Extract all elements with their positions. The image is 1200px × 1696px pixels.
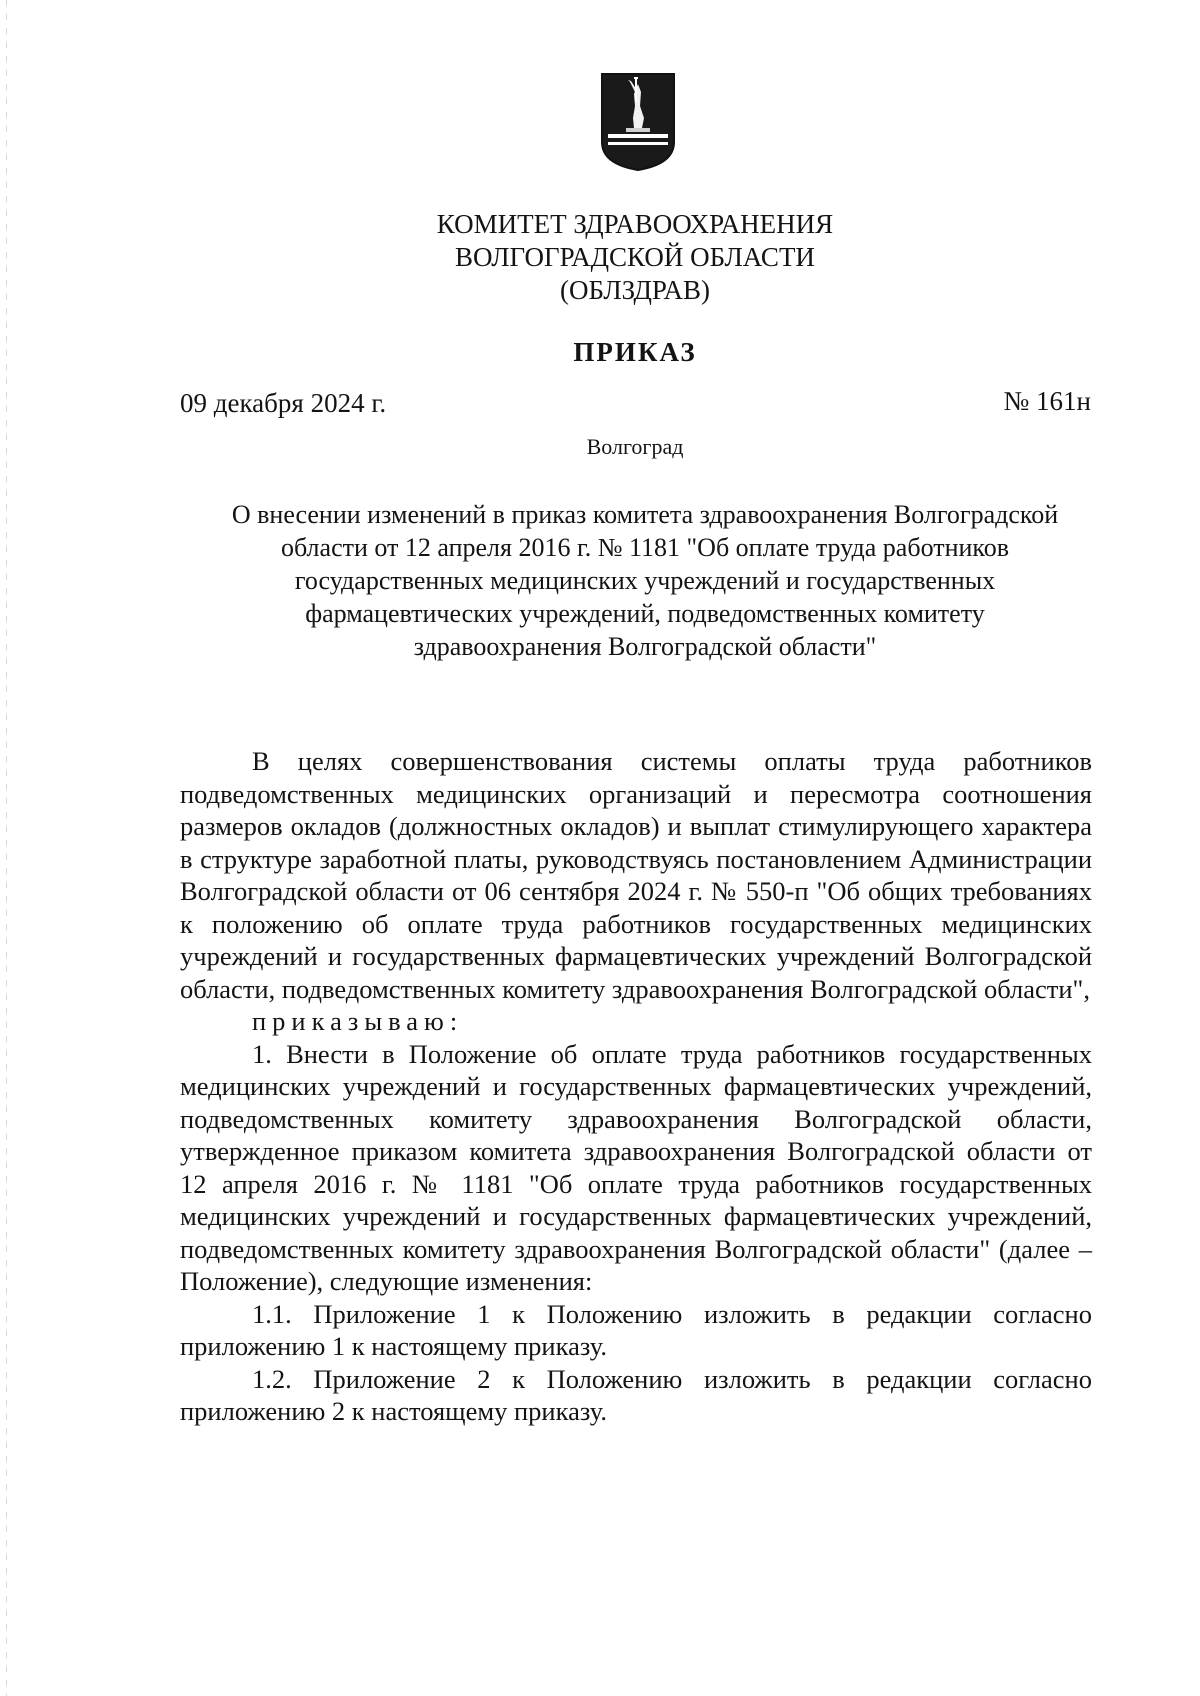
volgograd-coat-of-arms-icon [600, 72, 676, 172]
preamble-paragraph: В целях совершенствования системы оплаты труда работников подведомственных медицинских организаций и пересмотра соотношения размеров окладов (должностных окладов) и выплат стимулирующего характера в структуре заработной платы, руководствуясь постановлением Администрации Волгоградской области от 06 сентября 2024 г. № 550-п "Об общих требованиях к положению об оплате труда работников государственных медицинских учреждений и государственных фармацевтических учреждений Волгоградской области, подведомственных комитету здравоохранения Волгоградской области", [180, 746, 1092, 1004]
document-date: 09 декабря 2024 г. [180, 388, 387, 418]
organization-name-line-1: КОМИТЕТ ЗДРАВООХРАНЕНИЯ [436, 209, 834, 239]
document-body [180, 745, 1092, 1428]
document-city: Волгоград [586, 434, 684, 459]
organization-abbreviation: (ОБЛЗДРАВ) [560, 275, 710, 305]
document-title-line: О внесении изменений в приказ комитета здравоохранения Волгоградской [231, 500, 1059, 529]
document-title-line: области от 12 апреля 2016 г. № 1181 "Об оплате труда работников [280, 533, 1010, 562]
document-title-line: государственных медицинских учреждений и государственных [294, 566, 996, 595]
document-title-line: фармацевтических учреждений, подведомственных комитету [305, 599, 985, 628]
organization-name-line-2: ВОЛГОГРАДСКОЙ ОБЛАСТИ [455, 242, 815, 272]
document-title [150, 498, 1140, 663]
item-1-paragraph: 1. Внести в Положение об оплате труда работников государственных медицинских учреждений и государственных фармацевтических учреждений, подведомственных комитету здравоохранения Волгоградской области, утвержденное приказом комитета здравоохранения Волгоградской области от 12 апреля 2016 г. № 1181 "Об оплате труда работников государственных медицинских учреждений и государственных фармацевтических учреждений, подведомственных комитету здравоохранения Волгоградской области" (далее – Положение), следующие изменения: [180, 1038, 1092, 1296]
item-1-1-paragraph: 1.1. Приложение 1 к Положению изложить в редакции согласно приложению 1 к настоящему приказу. [180, 1298, 1092, 1361]
document-title-line: здравоохранения Волгоградской области" [413, 632, 877, 661]
order-word: приказываю: [252, 1006, 464, 1036]
document-type: ПРИКАЗ [573, 337, 697, 367]
document-number: № 161н [1003, 386, 1091, 416]
organization-header [0, 208, 1200, 307]
item-1-2-paragraph: 1.2. Приложение 2 к Положению изложить в редакции согласно приложению 2 к настоящему приказу. [180, 1363, 1092, 1426]
